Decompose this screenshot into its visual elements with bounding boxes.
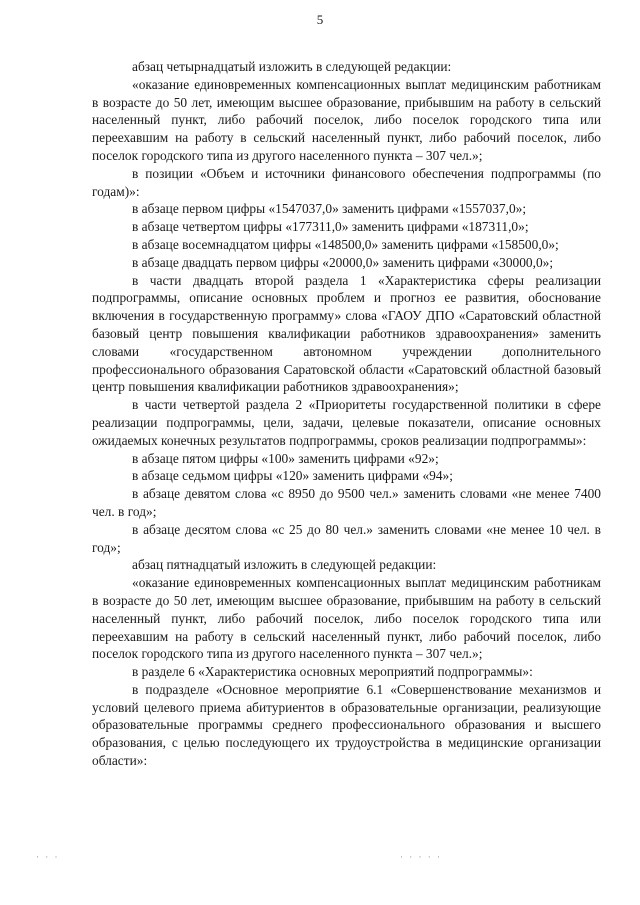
paragraph-6: в абзаце восемнадцатом цифры «148500,0» заменить цифрами «158500,0»; <box>132 236 559 252</box>
paragraph-16: в разделе 6 «Характеристика основных мероприятий подпрограммы»: <box>132 664 533 680</box>
paragraph-15: «оказание единовременных компенсационных выплат медицинским работникам в возрасте до 50 лет, имеющим высшее образование, прибывшим на работу в сельский населенный пункт, либо рабочий поселок, либо поселок городского типа или переехавшим на работу в сельский населенный пункт, либо рабочий поселок, либо поселок городского типа из другого населенного пункта – 307 чел.»; <box>92 575 601 662</box>
document-body <box>92 58 601 770</box>
paragraph-3: в позиции «Объем и источники финансового обеспечения подпрограммы (по годам)»: <box>92 165 601 199</box>
paragraph-1: абзац четырнадцатый изложить в следующей редакции: <box>132 59 452 74</box>
paragraph-2: «оказание единовременных компенсационных выплат медицинским работникам в возрасте до 50 лет, имеющим высшее образование, прибывшим на работу в сельский населенный пункт, либо рабочий поселок, либо поселок городского типа или переехавшим на работу в сельский населенный пункт, либо рабочий поселок, либо поселок городского типа из другого населенного пункта – 307 чел.»; <box>92 76 601 163</box>
paragraph-12: в абзаце девятом слова «с 8950 до 9500 чел.» заменить словами «не менее 7400 чел. в год»; <box>92 486 601 519</box>
paragraph-7: в абзаце двадцать первом цифры «20000,0» заменить цифрами «30000,0»; <box>132 254 554 270</box>
paragraph-17: в подразделе «Основное мероприятие 6.1 «Совершенствование механизмов и условий целевого приема абитуриентов в образовательные организации, реализующие образовательные программы среднего профессионального образования и высшего образования, с целью последующего их трудоустройства в медицинские организации области»: <box>92 681 601 769</box>
paragraph-10: в абзаце пятом цифры «100» заменить цифрами «92»; <box>132 450 439 466</box>
paragraph-14: абзац пятнадцатый изложить в следующей редакции: <box>132 557 437 573</box>
paragraph-4: в абзаце первом цифры «1547037,0» заменить цифрами «1557037,0»; <box>132 201 527 217</box>
paragraph-5: в абзаце четвертом цифры «177311,0» заменить цифрами «187311,0»; <box>132 219 529 235</box>
scan-artifact-mark: · · · · · <box>400 852 442 862</box>
paragraph-11: в абзаце седьмом цифры «120» заменить цифрами «94»; <box>132 468 453 484</box>
paragraph-9: в части четвертой раздела 2 «Приоритеты государственной политики в сфере реализации подпрограммы, цели, задачи, целевые показатели, описание основных ожидаемых конечных результатов подпрограммы, сроков реализации подпрограммы»: <box>92 397 601 448</box>
paragraph-13: в абзаце десятом слова «с 25 до 80 чел.» заменить словами «не менее 10 чел. в год»; <box>92 521 601 555</box>
page-number: 5 <box>316 12 324 27</box>
scan-artifact-mark: · · · <box>36 852 60 862</box>
paragraph-8: в части двадцать второй раздела 1 «Характеристика сферы реализации подпрограммы, описание основных проблем и прогноз ее развития, обоснование включения в государственную программу» слова «ГАОУ ДПО «Саратовский областной базовый центр повышения квалификации работников здравоохранения» заменить словами «государственном автономном учреждении дополнительного профессионального образования Саратовской области «Саратовский областной базовый центр повышения квалификации работников здравоохранения»; <box>92 272 601 395</box>
